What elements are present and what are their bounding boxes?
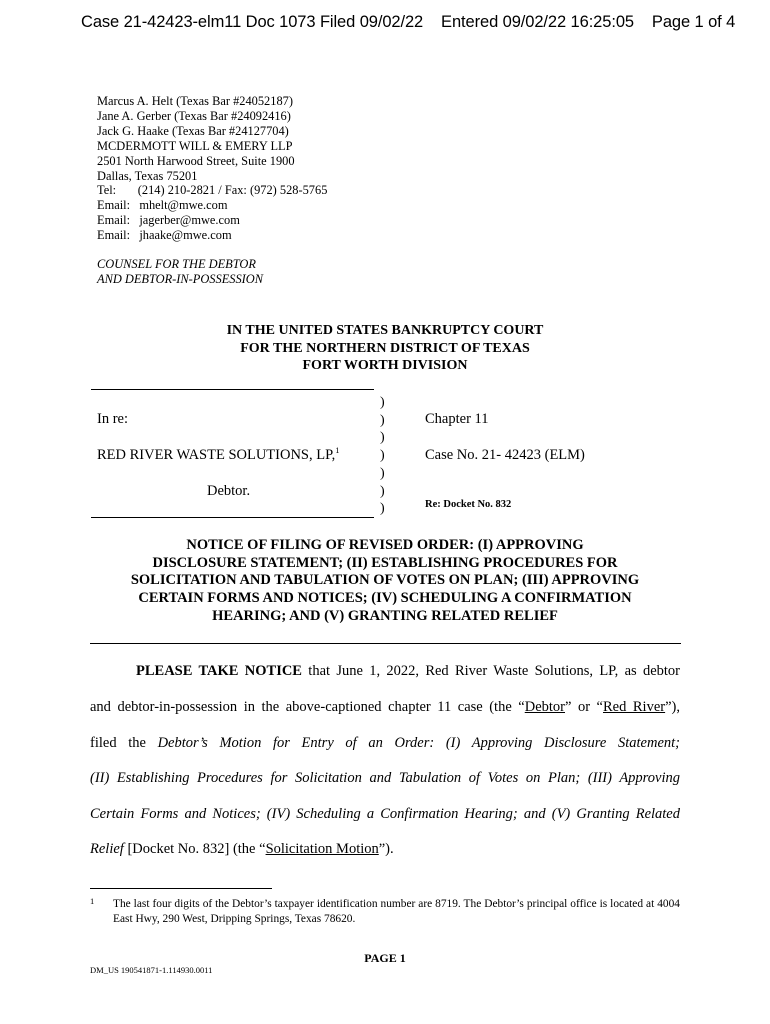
body-line-4: (II) Establishing Procedures for Solicitation and Tabulation of Votes on Plan; (III) Approving	[90, 770, 680, 786]
counsel-line: Jack G. Haake (Texas Bar #24127704)	[97, 123, 289, 138]
counsel-line: Email: mhelt@mwe.com	[97, 198, 228, 213]
title-line: DISCLOSURE STATEMENT; (II) ESTABLISHING PROCEDURES FOR	[152, 554, 618, 571]
defined-term-solicitation-motion: Solicitation Motion	[265, 841, 379, 857]
body-text: filed the	[90, 735, 158, 751]
counsel-line: Jane A. Gerber (Texas Bar #24092416)	[97, 108, 291, 123]
court-line: FORT WORTH DIVISION	[302, 358, 468, 374]
body-text: [Docket No. 832] (the “	[123, 841, 266, 857]
page-number: PAGE 1	[364, 951, 406, 965]
title-rule	[90, 643, 681, 644]
body-line-1	[90, 663, 680, 680]
body-text: and debtor-in-possession in the above-captioned chapter 11 case (the “	[90, 699, 525, 715]
caption-paren: )	[380, 448, 385, 464]
defined-term-debtor: Debtor	[524, 699, 565, 715]
defined-term-red-river: Red River	[603, 699, 666, 715]
body-line-5: Certain Forms and Notices; (IV) Scheduling a Confirmation Hearing; and (V) Granting Related	[90, 806, 680, 822]
footnote-mark: 1	[90, 896, 95, 906]
body-text: ” or “	[565, 699, 603, 715]
caption-in-re: In re:	[97, 411, 128, 427]
caption-debtor-name	[97, 447, 339, 464]
counsel-line: Marcus A. Helt (Texas Bar #24052187)	[97, 94, 293, 108]
court-heading	[0, 322, 770, 375]
caption-paren: )	[380, 483, 385, 499]
body-line-2	[90, 699, 680, 716]
debtor-name-text: RED RIVER WASTE SOLUTIONS, LP,	[97, 447, 336, 463]
body-text: ”).	[378, 841, 394, 857]
title-line: CERTAIN FORMS AND NOTICES; (IV) SCHEDULING A CONFIRMATION	[138, 590, 632, 607]
caption-bottom-rule	[91, 517, 374, 518]
footnote-reference: 1	[335, 445, 340, 456]
caption-chapter: Chapter 11	[425, 411, 489, 427]
counsel-role	[97, 257, 263, 287]
document-id: DM_US 190541871-1.114930.0011	[90, 965, 213, 975]
caption-paren: )	[380, 430, 385, 446]
counsel-role-line: COUNSEL FOR THE DEBTOR	[97, 257, 256, 271]
body-text: ”),	[665, 699, 680, 715]
counsel-role-line: AND DEBTOR-IN-POSSESSION	[97, 271, 263, 286]
counsel-line: Dallas, Texas 75201	[97, 168, 198, 183]
counsel-line: Email: jhaake@mwe.com	[97, 228, 232, 243]
court-line: FOR THE NORTHERN DISTRICT OF TEXAS	[240, 340, 530, 356]
counsel-line: 2501 North Harwood Street, Suite 1900	[97, 153, 295, 168]
title-line: NOTICE OF FILING OF REVISED ORDER: (I) APPROVING	[186, 537, 584, 553]
counsel-line: MCDERMOTT WILL & EMERY LLP	[97, 138, 293, 153]
case-header: Case 21-42423-elm11 Doc 1073 Filed 09/02/22 Entered 09/02/22 16:25:05 Page 1 of 4	[81, 13, 736, 31]
body-line-6	[90, 841, 680, 858]
title-line: HEARING; AND (V) GRANTING RELATED RELIEF	[212, 607, 558, 624]
court-line: IN THE UNITED STATES BANKRUPTCY COURT	[226, 323, 544, 338]
footnote	[90, 897, 680, 927]
footnote-rule	[90, 888, 272, 889]
motion-title: Relief	[90, 841, 124, 857]
counsel-block	[97, 94, 327, 243]
title-line: SOLICITATION AND TABULATION OF VOTES ON PLAN; (III) APPROVING	[130, 572, 640, 589]
counsel-line: Tel: (214) 210-2821 / Fax: (972) 528-5765	[97, 183, 328, 198]
caption-docket-ref: Re: Docket No. 832	[425, 499, 512, 510]
motion-title: Debtor’s Motion for Entry of an Order: (I) Approving Disclosure Statement;	[157, 735, 680, 751]
caption-paren-column	[380, 394, 385, 518]
body-line-3	[90, 735, 680, 752]
document-title	[0, 537, 770, 626]
caption-debtor-label: Debtor.	[207, 483, 251, 499]
notice-lead: PLEASE TAKE NOTICE	[136, 663, 302, 679]
caption-paren: )	[380, 412, 385, 428]
caption-paren: )	[380, 465, 385, 481]
caption-top-rule	[91, 389, 374, 390]
counsel-line: Email: jagerber@mwe.com	[97, 213, 240, 228]
caption-paren: )	[380, 395, 385, 410]
body-text: that June 1, 2022, Red River Waste Solutions, LP, as debtor	[301, 663, 680, 679]
footnote-text: The last four digits of the Debtor’s taxpayer identification number are 8719. The Debtor’s principal office is located at 4004 East Hwy, 290 West, Dripping Springs, Texas 78620.	[113, 898, 680, 925]
caption-paren: )	[380, 501, 385, 517]
caption-case-number: Case No. 21- 42423 (ELM)	[425, 447, 585, 463]
